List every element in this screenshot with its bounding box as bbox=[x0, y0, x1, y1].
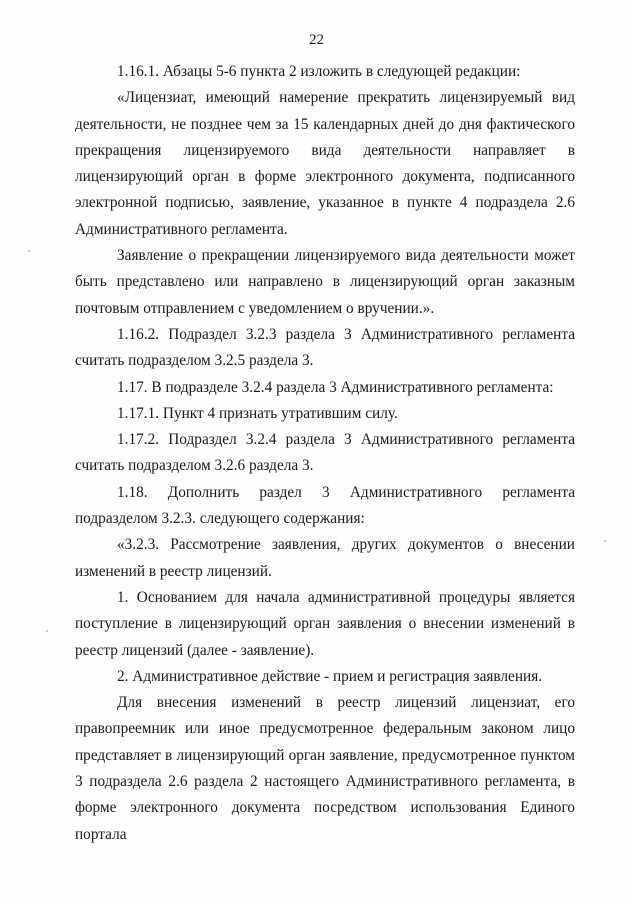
paragraph-1-16-1: 1.16.1. Абзацы 5-6 пункта 2 изложить в следующей редакции: bbox=[117, 63, 521, 80]
paragraph-1-16-2: 1.16.2. Подраздел 3.2.3 раздела 3 Административного регламента считать подразделом 3.2.5 раздела 3. bbox=[75, 325, 575, 370]
scan-speck bbox=[604, 540, 606, 542]
paragraph-item-2: 2. Административное действие - прием и регистрация заявления. bbox=[117, 667, 543, 685]
paragraph-item-1: 1. Основанием для начала административной процедуры является поступление в лицензирующий орган заявления о внесении изменений в реестр лицензий (далее - заявление). bbox=[75, 588, 575, 659]
paragraph-1-18: 1.18. Дополнить раздел 3 Административного регламента подразделом 3.2.3. следующего содержания: bbox=[75, 483, 575, 528]
scan-speck bbox=[28, 250, 30, 252]
paragraph-1-17: 1.17. В подразделе 3.2.4 раздела 3 Административного регламента: bbox=[117, 378, 554, 396]
paragraph-3-2-3-heading: «3.2.3. Рассмотрение заявления, других документов о внесении изменений в реестр лицензий. bbox=[75, 536, 575, 580]
document-body bbox=[75, 59, 575, 848]
paragraph-registry-changes: Для внесения изменений в реестр лицензий лицензиат, его правопреемник или иное предусмотренное федеральным законом лицо представляет в лицензирующий орган заявление, предусмотренное пунктом 3 подраздела 2.6 раздела 2 настоящего Административного регламента, в форме электронного документа посредством использования Единого портала bbox=[75, 694, 575, 843]
paragraph-1-17-2: 1.17.2. Подраздел 3.2.4 раздела 3 Административного регламента считать подразделом 3.2.6 раздела 3. bbox=[75, 431, 575, 475]
paragraph-quote-licensee: «Лицензиат, имеющий намерение прекратить лицензируемый вид деятельности, не позднее чем за 15 календарных дней до дня фактического прекращения лицензируемого вида деятельности направляет в лицензирующий орган в форме электронного документа, подписанного электронной подписью, заявление, указанное в пункте 4 подраздела 2.6 Административного регламента. bbox=[75, 89, 575, 238]
scan-speck bbox=[46, 630, 48, 632]
paragraph-termination-statement: Заявление о прекращении лицензируемого вида деятельности может быть представлено или направлено в лицензирующий орган заказным почтовым отправлением с уведомлением о вручении.». bbox=[75, 247, 575, 317]
paragraph-1-17-1: 1.17.1. Пункт 4 признать утратившим силу. bbox=[117, 404, 398, 422]
page-number: 22 bbox=[309, 32, 324, 48]
